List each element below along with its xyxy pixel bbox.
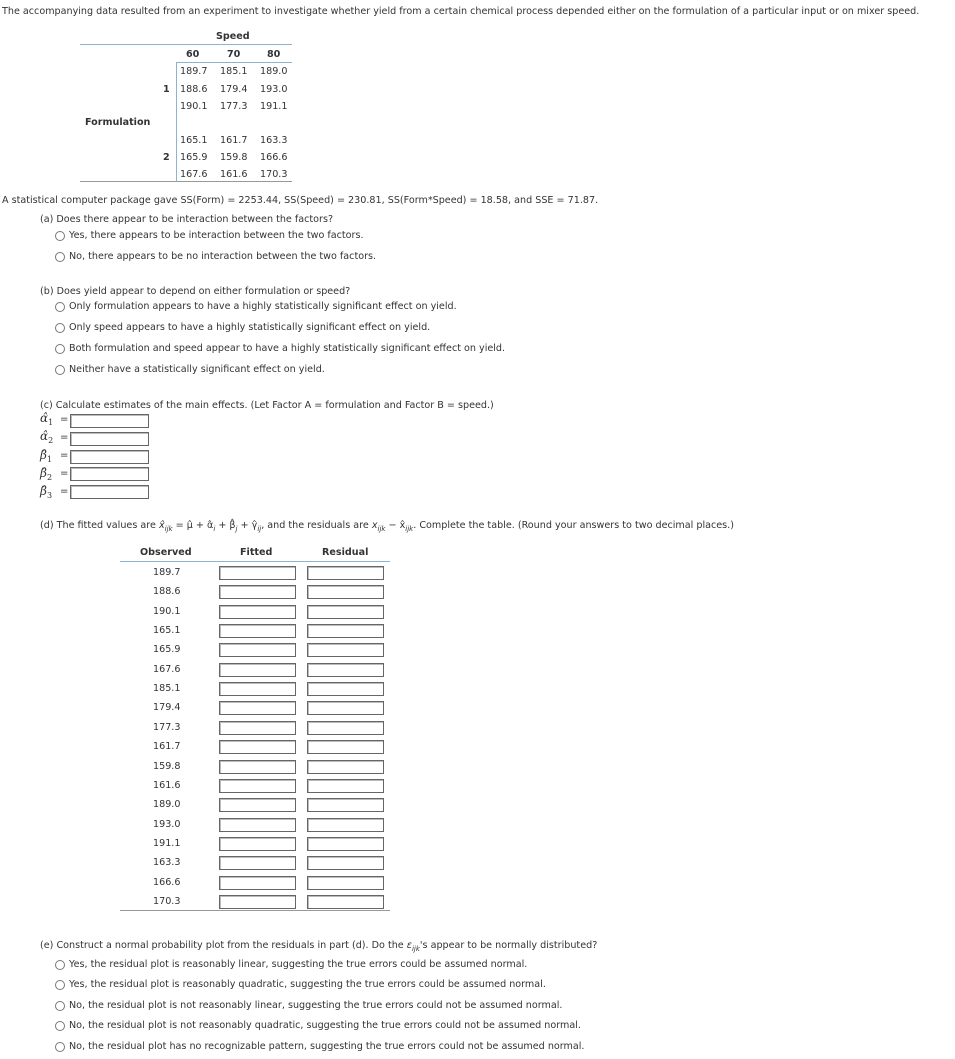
part-e-radio-4[interactable] — [55, 1021, 65, 1031]
part-c-question: (c) Calculate estimates of the main effects. (Let Factor A = formulation and Factor B = speed.) — [40, 400, 494, 411]
residual-input[interactable] — [307, 566, 384, 580]
observed-value: 191.1 — [153, 838, 181, 849]
observed-value: 179.4 — [153, 702, 181, 713]
beta1-input[interactable] — [70, 450, 149, 464]
residual-input[interactable] — [307, 779, 384, 793]
stats-line: A statistical computer package gave SS(Form) = 2253.44, SS(Speed) = 230.81, SS(Form*Speed) = 18.58, and SSE = 71.87. — [2, 195, 599, 206]
alpha2-symbol: $\alphâ_2$ — [40, 429, 54, 445]
fitted-input[interactable] — [219, 760, 296, 774]
part-a-question: (a) Does there appear to be interaction between the factors? — [40, 214, 334, 225]
residual-input[interactable] — [307, 740, 384, 754]
observed-value: 190.1 — [153, 606, 181, 617]
results-bottom-rule — [120, 910, 390, 911]
fitted-input[interactable] — [219, 605, 296, 619]
equals-sign: = — [60, 432, 69, 443]
observed-value: 161.7 — [153, 741, 181, 752]
equals-sign: = — [60, 486, 69, 497]
intro-text: The accompanying data resulted from an experiment to investigate whether yield from a certain chemical process depended either on the formulation of a particular input or on mixer speed. — [2, 6, 920, 17]
beta3-input[interactable] — [70, 485, 149, 499]
fitted-input[interactable] — [219, 740, 296, 754]
observed-value: 193.0 — [153, 819, 181, 830]
observed-value: 166.6 — [153, 877, 181, 888]
observed-value: 188.6 — [153, 586, 181, 597]
table-cell: 161.6 — [220, 169, 248, 180]
observed-value: 159.8 — [153, 761, 181, 772]
residual-input[interactable] — [307, 643, 384, 657]
observed-value: 177.3 — [153, 722, 181, 733]
table-cell: 163.3 — [260, 135, 288, 146]
observed-value: 161.6 — [153, 780, 181, 791]
fitted-input[interactable] — [219, 585, 296, 599]
beta3-symbol: $\betâ_3$ — [40, 484, 53, 500]
part-b-radio-3[interactable] — [55, 344, 65, 354]
part-b-radio-2[interactable] — [55, 323, 65, 333]
residual-input[interactable] — [307, 798, 384, 812]
fitted-input[interactable] — [219, 643, 296, 657]
fitted-input[interactable] — [219, 663, 296, 677]
table-cell: 166.6 — [260, 152, 288, 163]
table-cell: 161.7 — [220, 135, 248, 146]
part-b-option-3[interactable]: Both formulation and speed appear to have a highly statistically significant effect on yield. — [69, 343, 506, 354]
beta2-input[interactable] — [70, 467, 149, 481]
fitted-input[interactable] — [219, 682, 296, 696]
part-e-radio-3[interactable] — [55, 1001, 65, 1011]
table-cell: 170.3 — [260, 169, 288, 180]
residual-header: Residual — [322, 547, 369, 558]
part-b-question: (b) Does yield appear to depend on either formulation or speed? — [40, 286, 351, 297]
part-e-option-1[interactable]: Yes, the residual plot is reasonably linear, suggesting the true errors could be assumed normal. — [69, 959, 528, 970]
beta1-symbol: $\betâ_1$ — [40, 448, 53, 464]
residual-input[interactable] — [307, 895, 384, 909]
part-b-radio-1[interactable] — [55, 302, 65, 312]
fitted-input[interactable] — [219, 566, 296, 580]
speed-70: 70 — [227, 49, 241, 60]
residual-input[interactable] — [307, 818, 384, 832]
table-cell: 191.1 — [260, 101, 288, 112]
speed-header: Speed — [216, 31, 250, 42]
part-e-option-3[interactable]: No, the residual plot is not reasonably linear, suggesting the true errors could not be assumed normal. — [69, 1000, 563, 1011]
part-a-option-2[interactable]: No, there appears to be no interaction between the two factors. — [69, 251, 377, 262]
table-cell: 167.6 — [180, 169, 208, 180]
part-b-radio-4[interactable] — [55, 365, 65, 375]
table-cell: 185.1 — [220, 66, 248, 77]
speed-60: 60 — [186, 49, 200, 60]
part-a-option-1[interactable]: Yes, there appears to be interaction between the two factors. — [69, 230, 364, 241]
speed-80: 80 — [267, 49, 281, 60]
table-cell: 165.9 — [180, 152, 208, 163]
table-cell: 190.1 — [180, 101, 208, 112]
fitted-input[interactable] — [219, 837, 296, 851]
header-rule — [176, 62, 292, 63]
formulation-2: 2 — [163, 152, 170, 163]
table-cell: 188.6 — [180, 84, 208, 95]
part-e-radio-1[interactable] — [55, 960, 65, 970]
residual-input[interactable] — [307, 585, 384, 599]
observed-value: 185.1 — [153, 683, 181, 694]
residual-input[interactable] — [307, 682, 384, 696]
residual-input[interactable] — [307, 663, 384, 677]
table-cell: 189.0 — [260, 66, 288, 77]
part-e-option-2[interactable]: Yes, the residual plot is reasonably quadratic, suggesting the true errors could be assumed normal. — [69, 979, 546, 990]
table-cell: 159.8 — [220, 152, 248, 163]
fitted-input[interactable] — [219, 876, 296, 890]
fitted-input[interactable] — [219, 856, 296, 870]
table-cell: 193.0 — [260, 84, 288, 95]
part-b-option-2[interactable]: Only speed appears to have a highly statistically significant effect on yield. — [69, 322, 431, 333]
part-d-question: (d) The fitted values are $x̂_{ijk}$ = μ̂ + $\alphâ_i$ + $\betâ_j$ + $\gammâ_{ij}$, and the residuals are $x_{ijk}$ − $x̂_{ijk}$. Complete the table. (Round your answers to two decimal places.) — [40, 520, 734, 533]
residual-input[interactable] — [307, 701, 384, 715]
part-e-radio-2[interactable] — [55, 980, 65, 990]
observed-value: 165.1 — [153, 625, 181, 636]
observed-value: 167.6 — [153, 664, 181, 675]
equals-sign: = — [60, 450, 69, 461]
fitted-input[interactable] — [219, 701, 296, 715]
fitted-input[interactable] — [219, 818, 296, 832]
formulation-label: Formulation — [85, 117, 151, 128]
results-header-rule — [120, 561, 390, 562]
table-cell: 179.4 — [220, 84, 248, 95]
beta2-symbol: $\betâ_2$ — [40, 466, 53, 482]
formulation-1: 1 — [163, 84, 170, 95]
fitted-input[interactable] — [219, 779, 296, 793]
fitted-input[interactable] — [219, 895, 296, 909]
fitted-input[interactable] — [219, 624, 296, 638]
table-cell: 177.3 — [220, 101, 248, 112]
observed-value: 189.0 — [153, 799, 181, 810]
residual-input[interactable] — [307, 624, 384, 638]
residual-input[interactable] — [307, 837, 384, 851]
table-cell: 189.7 — [180, 66, 208, 77]
observed-value: 189.7 — [153, 567, 181, 578]
part-a-radio-2[interactable] — [55, 252, 65, 262]
residual-input[interactable] — [307, 721, 384, 735]
fitted-header: Fitted — [240, 547, 273, 558]
part-b-option-4[interactable]: Neither have a statistically significant effect on yield. — [69, 364, 325, 375]
alpha1-input[interactable] — [70, 414, 149, 428]
alpha2-input[interactable] — [70, 432, 149, 446]
part-e-radio-5[interactable] — [55, 1042, 65, 1052]
residual-input[interactable] — [307, 760, 384, 774]
part-b-option-1[interactable]: Only formulation appears to have a highly statistically significant effect on yield. — [69, 301, 457, 312]
table-cell: 165.1 — [180, 135, 208, 146]
table-bottom-rule — [80, 181, 292, 182]
residual-input[interactable] — [307, 876, 384, 890]
equals-sign: = — [60, 468, 69, 479]
part-e-question: (e) Construct a normal probability plot from the residuals in part (d). Do the $\varepsilon_{ijk}'s$ appear to be normally distributed? — [40, 940, 598, 953]
fitted-input[interactable] — [219, 798, 296, 812]
equals-sign: = — [60, 414, 69, 425]
alpha1-symbol: $\alphâ_1$ — [40, 411, 54, 427]
table-top-rule — [80, 44, 292, 45]
part-e-option-5[interactable]: No, the residual plot has no recognizable pattern, suggesting the true errors could not be assumed normal. — [69, 1041, 585, 1052]
residual-input[interactable] — [307, 605, 384, 619]
part-a-radio-1[interactable] — [55, 231, 65, 241]
observed-value: 165.9 — [153, 644, 181, 655]
observed-value: 170.3 — [153, 896, 181, 907]
observed-header: Observed — [140, 547, 192, 558]
table-vertical-rule — [176, 62, 177, 182]
fitted-input[interactable] — [219, 721, 296, 735]
part-e-option-4[interactable]: No, the residual plot is not reasonably quadratic, suggesting the true errors could not be assumed normal. — [69, 1020, 581, 1031]
residual-input[interactable] — [307, 856, 384, 870]
observed-value: 163.3 — [153, 857, 181, 868]
